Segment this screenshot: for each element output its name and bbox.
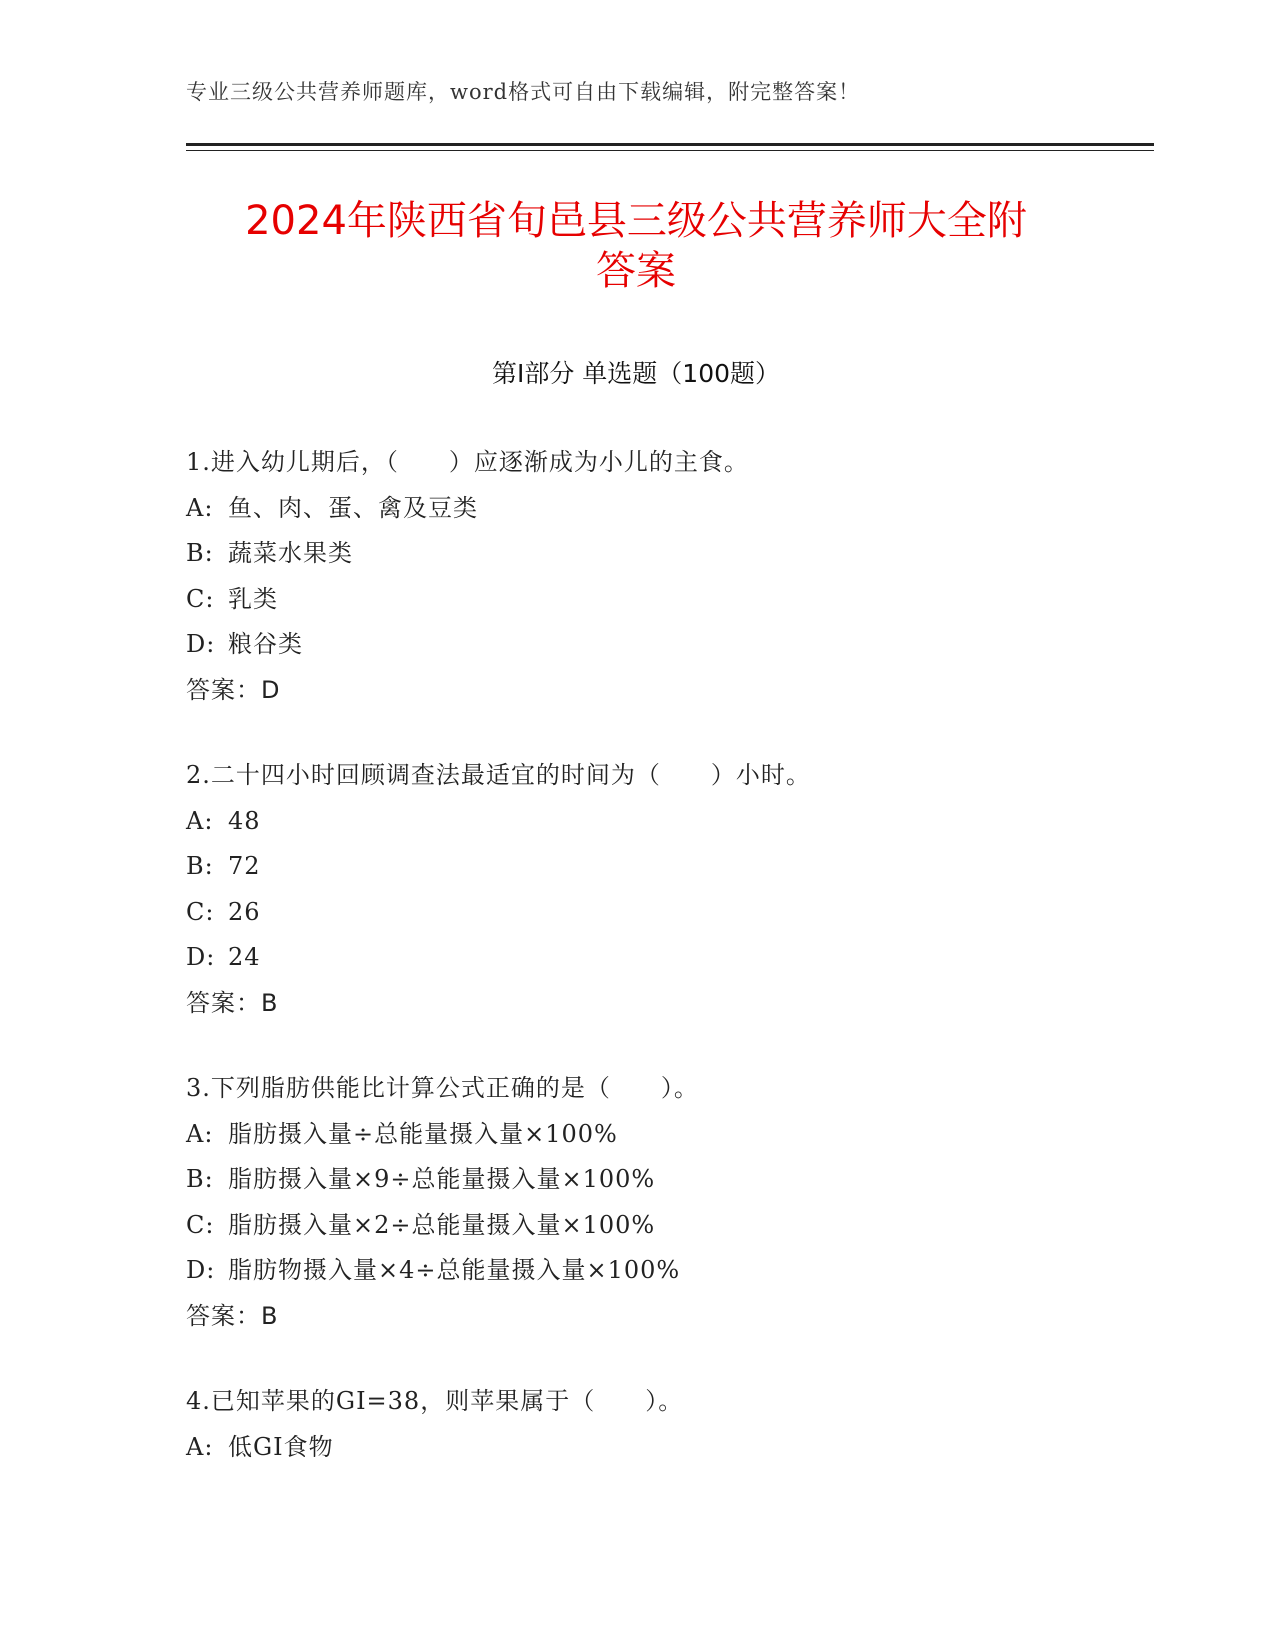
option-text: 脂肪摄入量×9÷总能量摄入量×100% (228, 1165, 656, 1193)
option-label: A: (186, 806, 214, 835)
question-stem: 2.二十四小时回顾调查法最适宜的时间为（ ）小时。 (186, 761, 811, 789)
option-label: D: (186, 943, 216, 971)
answer: 答案：B (186, 988, 279, 1017)
option-label: C: (186, 1210, 215, 1239)
option-a (186, 799, 1146, 845)
option-text: 乳类 (228, 584, 278, 613)
section-title: 第Ⅰ部分 单选题（100题） (491, 359, 781, 388)
option-d (186, 1248, 1146, 1294)
option-text: 蔬菜水果类 (228, 539, 353, 567)
option-text: 脂肪物摄入量×4÷总能量摄入量×100% (228, 1256, 681, 1284)
option-text: 鱼、肉、蛋、禽及豆类 (228, 493, 478, 522)
option-a (186, 486, 1146, 532)
option-d (186, 935, 1146, 981)
option-label: C: (186, 897, 215, 926)
option-label: B: (186, 852, 214, 880)
document-title-line-2: 答案 (596, 248, 676, 294)
question-2 (186, 753, 1146, 1026)
option-text: 脂肪摄入量×2÷总能量摄入量×100% (228, 1210, 656, 1239)
answer: 答案：D (186, 675, 281, 704)
option-b (186, 1157, 1146, 1203)
question-1 (186, 440, 1146, 713)
document-title-line-1: 2024年陕西省旬邑县三级公共营养师大全附 (245, 198, 1027, 244)
question-3 (186, 1066, 1146, 1339)
option-text: 低GI食物 (228, 1432, 334, 1461)
option-a (186, 1425, 1146, 1471)
document-title (186, 196, 1086, 296)
header-divider-thin (186, 150, 1154, 151)
option-label: B: (186, 539, 214, 567)
option-d (186, 622, 1146, 668)
option-text: 24 (228, 943, 261, 971)
option-label: D: (186, 630, 216, 658)
question-stem: 1.进入幼儿期后，（ ）应逐渐成为小儿的主食。 (186, 448, 749, 476)
option-label: A: (186, 1432, 214, 1461)
option-text: 粮谷类 (228, 630, 303, 658)
answer: 答案：B (186, 1301, 279, 1330)
option-text: 26 (228, 897, 261, 926)
option-label: C: (186, 584, 215, 613)
option-b (186, 531, 1146, 577)
option-label: D: (186, 1256, 216, 1284)
option-text: 48 (228, 806, 261, 835)
option-c (186, 577, 1146, 623)
option-text: 脂肪摄入量÷总能量摄入量×100% (228, 1119, 618, 1148)
option-b (186, 844, 1146, 890)
question-stem: 3.下列脂肪供能比计算公式正确的是（ ）。 (186, 1074, 699, 1102)
option-text: 72 (228, 852, 261, 880)
question-list (186, 440, 1146, 1510)
question-4 (186, 1379, 1146, 1470)
option-label: A: (186, 1119, 214, 1148)
question-stem: 4.已知苹果的GI=38，则苹果属于（ ）。 (186, 1387, 684, 1415)
option-label: B: (186, 1165, 214, 1193)
option-c (186, 890, 1146, 936)
header-divider-thick (186, 143, 1154, 146)
option-label: A: (186, 493, 214, 522)
option-a (186, 1112, 1146, 1158)
page-header: 专业三级公共营养师题库，word格式可自由下载编辑，附完整答案！ (186, 80, 861, 104)
option-c (186, 1203, 1146, 1249)
